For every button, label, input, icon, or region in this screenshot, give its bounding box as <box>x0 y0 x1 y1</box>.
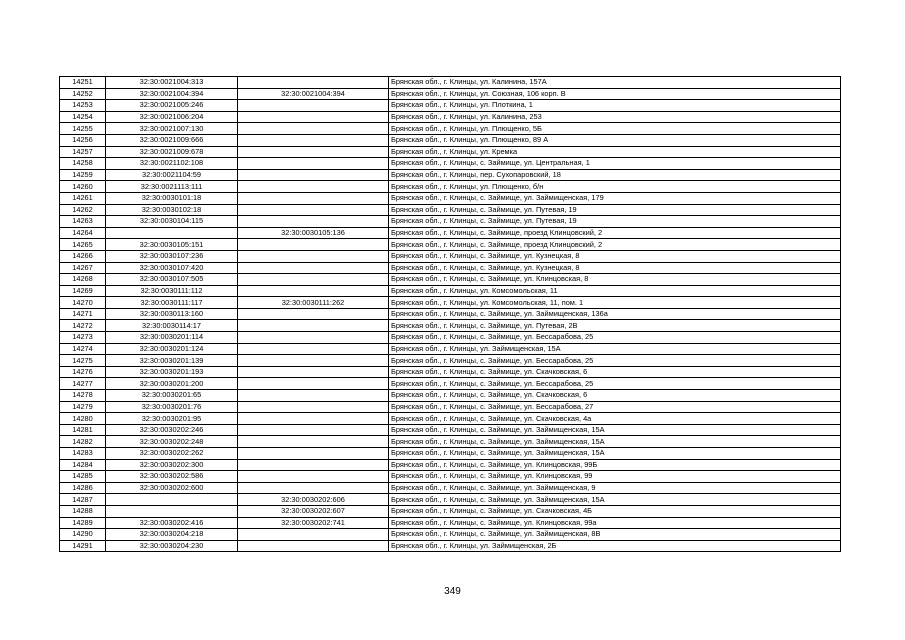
table-row <box>60 529 841 541</box>
row-number-cell: 14274 <box>60 343 106 355</box>
building-cadastral-number-cell <box>238 424 389 436</box>
cadastral-number-cell: 32:30:0030107:505 <box>106 274 238 286</box>
table-row <box>60 424 841 436</box>
cadastral-number-cell: 32:30:0030202:300 <box>106 459 238 471</box>
address-cell: Брянская обл., г. Клинцы, с. Займище, ул. Скачковская, 6 <box>389 390 841 402</box>
building-cadastral-number-cell <box>238 413 389 425</box>
row-number-cell: 14257 <box>60 146 106 158</box>
table-row <box>60 366 841 378</box>
table-row <box>60 505 841 517</box>
cadastral-number-cell: 32:30:0021009:666 <box>106 134 238 146</box>
building-cadastral-number-cell <box>238 216 389 228</box>
building-cadastral-number-cell <box>238 390 389 402</box>
table-row <box>60 471 841 483</box>
table-row <box>60 250 841 262</box>
row-number-cell: 14272 <box>60 320 106 332</box>
row-number-cell: 14271 <box>60 308 106 320</box>
address-cell: Брянская обл., г. Клинцы, с. Займище, ул. Займищенская, 179 <box>389 192 841 204</box>
building-cadastral-number-cell: 32:30:0030105:136 <box>238 227 389 239</box>
address-cell: Брянская обл., г. Клинцы, ул. Кремка <box>389 146 841 158</box>
building-cadastral-number-cell <box>238 529 389 541</box>
building-cadastral-number-cell <box>238 146 389 158</box>
cadastral-number-cell: 32:30:0030204:218 <box>106 529 238 541</box>
address-cell: Брянская обл., г. Клинцы, ул. Плоткина, 1 <box>389 100 841 112</box>
address-cell: Брянская обл., г. Клинцы, с. Займище, ул. Займищенская, 15А <box>389 424 841 436</box>
row-number-cell: 14276 <box>60 366 106 378</box>
building-cadastral-number-cell <box>238 308 389 320</box>
address-cell: Брянская обл., г. Клинцы, с. Займище, проезд Клинцовский, 2 <box>389 239 841 251</box>
table-row <box>60 390 841 402</box>
address-cell: Брянская обл., г. Клинцы, с. Займище, ул. Центральная, 1 <box>389 158 841 170</box>
row-number-cell: 14265 <box>60 239 106 251</box>
row-number-cell: 14255 <box>60 123 106 135</box>
address-cell: Брянская обл., г. Клинцы, ул. Плющенко, б/н <box>389 181 841 193</box>
cadastral-number-cell: 32:30:0030201:95 <box>106 413 238 425</box>
address-cell: Брянская обл., г. Клинцы, ул. Комсомольская, 11 <box>389 285 841 297</box>
row-number-cell: 14254 <box>60 111 106 123</box>
cadastral-number-cell: 32:30:0030111:112 <box>106 285 238 297</box>
cadastral-number-cell: 32:30:0030107:236 <box>106 250 238 262</box>
cadastral-number-cell: 32:30:0030201:124 <box>106 343 238 355</box>
cadastral-number-cell: 32:30:0030201:65 <box>106 390 238 402</box>
row-number-cell: 14252 <box>60 88 106 100</box>
cadastral-number-cell: 32:30:0021113:111 <box>106 181 238 193</box>
building-cadastral-number-cell <box>238 343 389 355</box>
building-cadastral-number-cell <box>238 123 389 135</box>
row-number-cell: 14287 <box>60 494 106 506</box>
cadastral-number-cell: 32:30:0030111:117 <box>106 297 238 309</box>
cadastral-number-cell: 32:30:0030102:18 <box>106 204 238 216</box>
row-number-cell: 14283 <box>60 448 106 460</box>
address-cell: Брянская обл., г. Клинцы, с. Займище, ул. Клинцовская, 99а <box>389 517 841 529</box>
table-row <box>60 262 841 274</box>
address-cell: Брянская обл., г. Клинцы, ул. Плющенко, 5Б <box>389 123 841 135</box>
row-number-cell: 14279 <box>60 401 106 413</box>
row-number-cell: 14285 <box>60 471 106 483</box>
address-cell: Брянская обл., г. Клинцы, с. Займище, ул. Скачковская, 4Б <box>389 505 841 517</box>
cadastral-number-cell <box>106 505 238 517</box>
table-row <box>60 332 841 344</box>
row-number-cell: 14280 <box>60 413 106 425</box>
building-cadastral-number-cell <box>238 459 389 471</box>
address-cell: Брянская обл., г. Клинцы, с. Займище, ул. Кузнецкая, 8 <box>389 262 841 274</box>
cadastral-number-cell: 32:30:0030201:114 <box>106 332 238 344</box>
row-number-cell: 14290 <box>60 529 106 541</box>
cadastral-number-cell: 32:30:0030202:246 <box>106 424 238 436</box>
table-row <box>60 216 841 228</box>
row-number-cell: 14261 <box>60 192 106 204</box>
building-cadastral-number-cell <box>238 239 389 251</box>
table-row <box>60 227 841 239</box>
row-number-cell: 14263 <box>60 216 106 228</box>
row-number-cell: 14282 <box>60 436 106 448</box>
row-number-cell: 14275 <box>60 355 106 367</box>
registry-table <box>59 76 841 552</box>
row-number-cell: 14264 <box>60 227 106 239</box>
address-cell: Брянская обл., г. Клинцы, ул. Калинина, 253 <box>389 111 841 123</box>
cadastral-number-cell: 32:30:0030202:416 <box>106 517 238 529</box>
building-cadastral-number-cell <box>238 111 389 123</box>
building-cadastral-number-cell <box>238 250 389 262</box>
building-cadastral-number-cell <box>238 436 389 448</box>
table-row <box>60 111 841 123</box>
row-number-cell: 14284 <box>60 459 106 471</box>
table-row <box>60 134 841 146</box>
table-row <box>60 146 841 158</box>
address-cell: Брянская обл., г. Клинцы, с. Займище, ул. Путевая, 2В <box>389 320 841 332</box>
table-row <box>60 413 841 425</box>
row-number-cell: 14251 <box>60 77 106 89</box>
building-cadastral-number-cell <box>238 204 389 216</box>
cadastral-number-cell: 32:30:0030201:76 <box>106 401 238 413</box>
address-cell: Брянская обл., г. Клинцы, ул. Комсомольская, 11, пом. 1 <box>389 297 841 309</box>
address-cell: Брянская обл., г. Клинцы, с. Займище, ул. Путевая, 19 <box>389 204 841 216</box>
cadastral-number-cell: 32:30:0030202:600 <box>106 482 238 494</box>
cadastral-number-cell: 32:30:0021104:59 <box>106 169 238 181</box>
table-row <box>60 448 841 460</box>
building-cadastral-number-cell <box>238 181 389 193</box>
row-number-cell: 14286 <box>60 482 106 494</box>
building-cadastral-number-cell <box>238 192 389 204</box>
building-cadastral-number-cell <box>238 366 389 378</box>
row-number-cell: 14267 <box>60 262 106 274</box>
table-row <box>60 494 841 506</box>
cadastral-number-cell <box>106 227 238 239</box>
table-row <box>60 158 841 170</box>
building-cadastral-number-cell <box>238 320 389 332</box>
table-row <box>60 378 841 390</box>
row-number-cell: 14256 <box>60 134 106 146</box>
cadastral-number-cell: 32:30:0030204:230 <box>106 540 238 552</box>
cadastral-number-cell: 32:30:0021102:108 <box>106 158 238 170</box>
cadastral-number-cell: 32:30:0030201:200 <box>106 378 238 390</box>
table-row <box>60 482 841 494</box>
address-cell: Брянская обл., г. Клинцы, ул. Калинина, 157А <box>389 77 841 89</box>
address-cell: Брянская обл., г. Клинцы, с. Займище, ул. Займищенская, 15А <box>389 448 841 460</box>
row-number-cell: 14262 <box>60 204 106 216</box>
building-cadastral-number-cell: 32:30:0030202:741 <box>238 517 389 529</box>
row-number-cell: 14278 <box>60 390 106 402</box>
table-row <box>60 343 841 355</box>
address-cell: Брянская обл., г. Клинцы, ул. Плющенко, 89 А <box>389 134 841 146</box>
cadastral-number-cell: 32:30:0030202:586 <box>106 471 238 483</box>
building-cadastral-number-cell <box>238 401 389 413</box>
row-number-cell: 14281 <box>60 424 106 436</box>
cadastral-number-cell: 32:30:0030107:420 <box>106 262 238 274</box>
address-cell: Брянская обл., г. Клинцы, с. Займище, ул. Скачковская, 4а <box>389 413 841 425</box>
cadastral-number-cell: 32:30:0030113:160 <box>106 308 238 320</box>
address-cell: Брянская обл., г. Клинцы, с. Займище, ул. Займищенская, 9 <box>389 482 841 494</box>
cadastral-number-cell: 32:30:0030105:151 <box>106 239 238 251</box>
row-number-cell: 14273 <box>60 332 106 344</box>
row-number-cell: 14268 <box>60 274 106 286</box>
building-cadastral-number-cell <box>238 332 389 344</box>
cadastral-number-cell: 32:30:0021004:394 <box>106 88 238 100</box>
cadastral-number-cell: 32:30:0021007:130 <box>106 123 238 135</box>
cadastral-number-cell: 32:30:0030202:248 <box>106 436 238 448</box>
table-row <box>60 239 841 251</box>
address-cell: Брянская обл., г. Клинцы, с. Займище, проезд Клинцовский, 2 <box>389 227 841 239</box>
table-row <box>60 100 841 112</box>
row-number-cell: 14289 <box>60 517 106 529</box>
row-number-cell: 14288 <box>60 505 106 517</box>
cadastral-number-cell: 32:30:0030101:18 <box>106 192 238 204</box>
row-number-cell: 14260 <box>60 181 106 193</box>
table-row <box>60 181 841 193</box>
building-cadastral-number-cell <box>238 378 389 390</box>
cadastral-number-cell <box>106 494 238 506</box>
row-number-cell: 14253 <box>60 100 106 112</box>
address-cell: Брянская обл., г. Клинцы, ул. Займищенская, 15А <box>389 343 841 355</box>
cadastral-number-cell: 32:30:0030104:115 <box>106 216 238 228</box>
building-cadastral-number-cell: 32:30:0030111:262 <box>238 297 389 309</box>
row-number-cell: 14291 <box>60 540 106 552</box>
cadastral-number-cell: 32:30:0021009:678 <box>106 146 238 158</box>
cadastral-number-cell: 32:30:0030202:262 <box>106 448 238 460</box>
building-cadastral-number-cell: 32:30:0030202:606 <box>238 494 389 506</box>
address-cell: Брянская обл., г. Клинцы, с. Займище, ул. Скачковская, 6 <box>389 366 841 378</box>
row-number-cell: 14277 <box>60 378 106 390</box>
address-cell: Брянская обл., г. Клинцы, с. Займище, ул. Кузнецкая, 8 <box>389 250 841 262</box>
address-cell: Брянская обл., г. Клинцы, с. Займище, ул. Клинцовская, 99Б <box>389 459 841 471</box>
building-cadastral-number-cell <box>238 262 389 274</box>
building-cadastral-number-cell <box>238 448 389 460</box>
row-number-cell: 14266 <box>60 250 106 262</box>
page-number: 349 <box>444 586 461 597</box>
table-row <box>60 123 841 135</box>
table-row <box>60 88 841 100</box>
row-number-cell: 14259 <box>60 169 106 181</box>
building-cadastral-number-cell <box>238 158 389 170</box>
address-cell: Брянская обл., г. Клинцы, пер. Сухопаровский, 18 <box>389 169 841 181</box>
table-row <box>60 308 841 320</box>
address-cell: Брянская обл., г. Клинцы, с. Займище, ул. Бессарабова, 25 <box>389 355 841 367</box>
table-row <box>60 401 841 413</box>
table-row <box>60 192 841 204</box>
table-row <box>60 77 841 89</box>
cadastral-number-cell: 32:30:0030201:139 <box>106 355 238 367</box>
table-row <box>60 285 841 297</box>
address-cell: Брянская обл., г. Клинцы, с. Займище, ул. Клинцовская, 8 <box>389 274 841 286</box>
address-cell: Брянская обл., г. Клинцы, с. Займище, ул. Клинцовская, 99 <box>389 471 841 483</box>
building-cadastral-number-cell <box>238 77 389 89</box>
building-cadastral-number-cell <box>238 355 389 367</box>
table-row <box>60 274 841 286</box>
address-cell: Брянская обл., г. Клинцы, с. Займище, ул. Займищенская, 15А <box>389 436 841 448</box>
table-row <box>60 517 841 529</box>
building-cadastral-number-cell: 32:30:0030202:607 <box>238 505 389 517</box>
building-cadastral-number-cell <box>238 482 389 494</box>
address-cell: Брянская обл., г. Клинцы, с. Займище, ул. Займищенская, 8В <box>389 529 841 541</box>
registry-table-body <box>60 77 841 552</box>
cadastral-number-cell: 32:30:0021006:204 <box>106 111 238 123</box>
cadastral-number-cell: 32:30:0030201:193 <box>106 366 238 378</box>
address-cell: Брянская обл., г. Клинцы, с. Займище, ул. Бессарабова, 25 <box>389 332 841 344</box>
address-cell: Брянская обл., г. Клинцы, с. Займище, ул. Бессарабова, 25 <box>389 378 841 390</box>
row-number-cell: 14270 <box>60 297 106 309</box>
table-row <box>60 436 841 448</box>
table-row <box>60 459 841 471</box>
building-cadastral-number-cell <box>238 169 389 181</box>
address-cell: Брянская обл., г. Клинцы, с. Займище, ул. Займищенская, 136а <box>389 308 841 320</box>
building-cadastral-number-cell <box>238 285 389 297</box>
table-row <box>60 169 841 181</box>
building-cadastral-number-cell <box>238 100 389 112</box>
building-cadastral-number-cell <box>238 274 389 286</box>
address-cell: Брянская обл., г. Клинцы, с. Займище, ул. Бессарабова, 27 <box>389 401 841 413</box>
address-cell: Брянская обл., г. Клинцы, ул. Союзная, 106 корп. В <box>389 88 841 100</box>
cadastral-number-cell: 32:30:0030114:17 <box>106 320 238 332</box>
address-cell: Брянская обл., г. Клинцы, ул. Займищенская, 2Б <box>389 540 841 552</box>
cadastral-number-cell: 32:30:0021004:313 <box>106 77 238 89</box>
building-cadastral-number-cell <box>238 471 389 483</box>
address-cell: Брянская обл., г. Клинцы, с. Займище, ул. Займищенская, 15А <box>389 494 841 506</box>
table-row <box>60 320 841 332</box>
building-cadastral-number-cell <box>238 540 389 552</box>
table-row <box>60 204 841 216</box>
building-cadastral-number-cell <box>238 134 389 146</box>
table-row <box>60 540 841 552</box>
building-cadastral-number-cell: 32:30:0021004:394 <box>238 88 389 100</box>
row-number-cell: 14269 <box>60 285 106 297</box>
cadastral-number-cell: 32:30:0021005:246 <box>106 100 238 112</box>
address-cell: Брянская обл., г. Клинцы, с. Займище, ул. Путевая, 19 <box>389 216 841 228</box>
table-row <box>60 355 841 367</box>
row-number-cell: 14258 <box>60 158 106 170</box>
table-row <box>60 297 841 309</box>
